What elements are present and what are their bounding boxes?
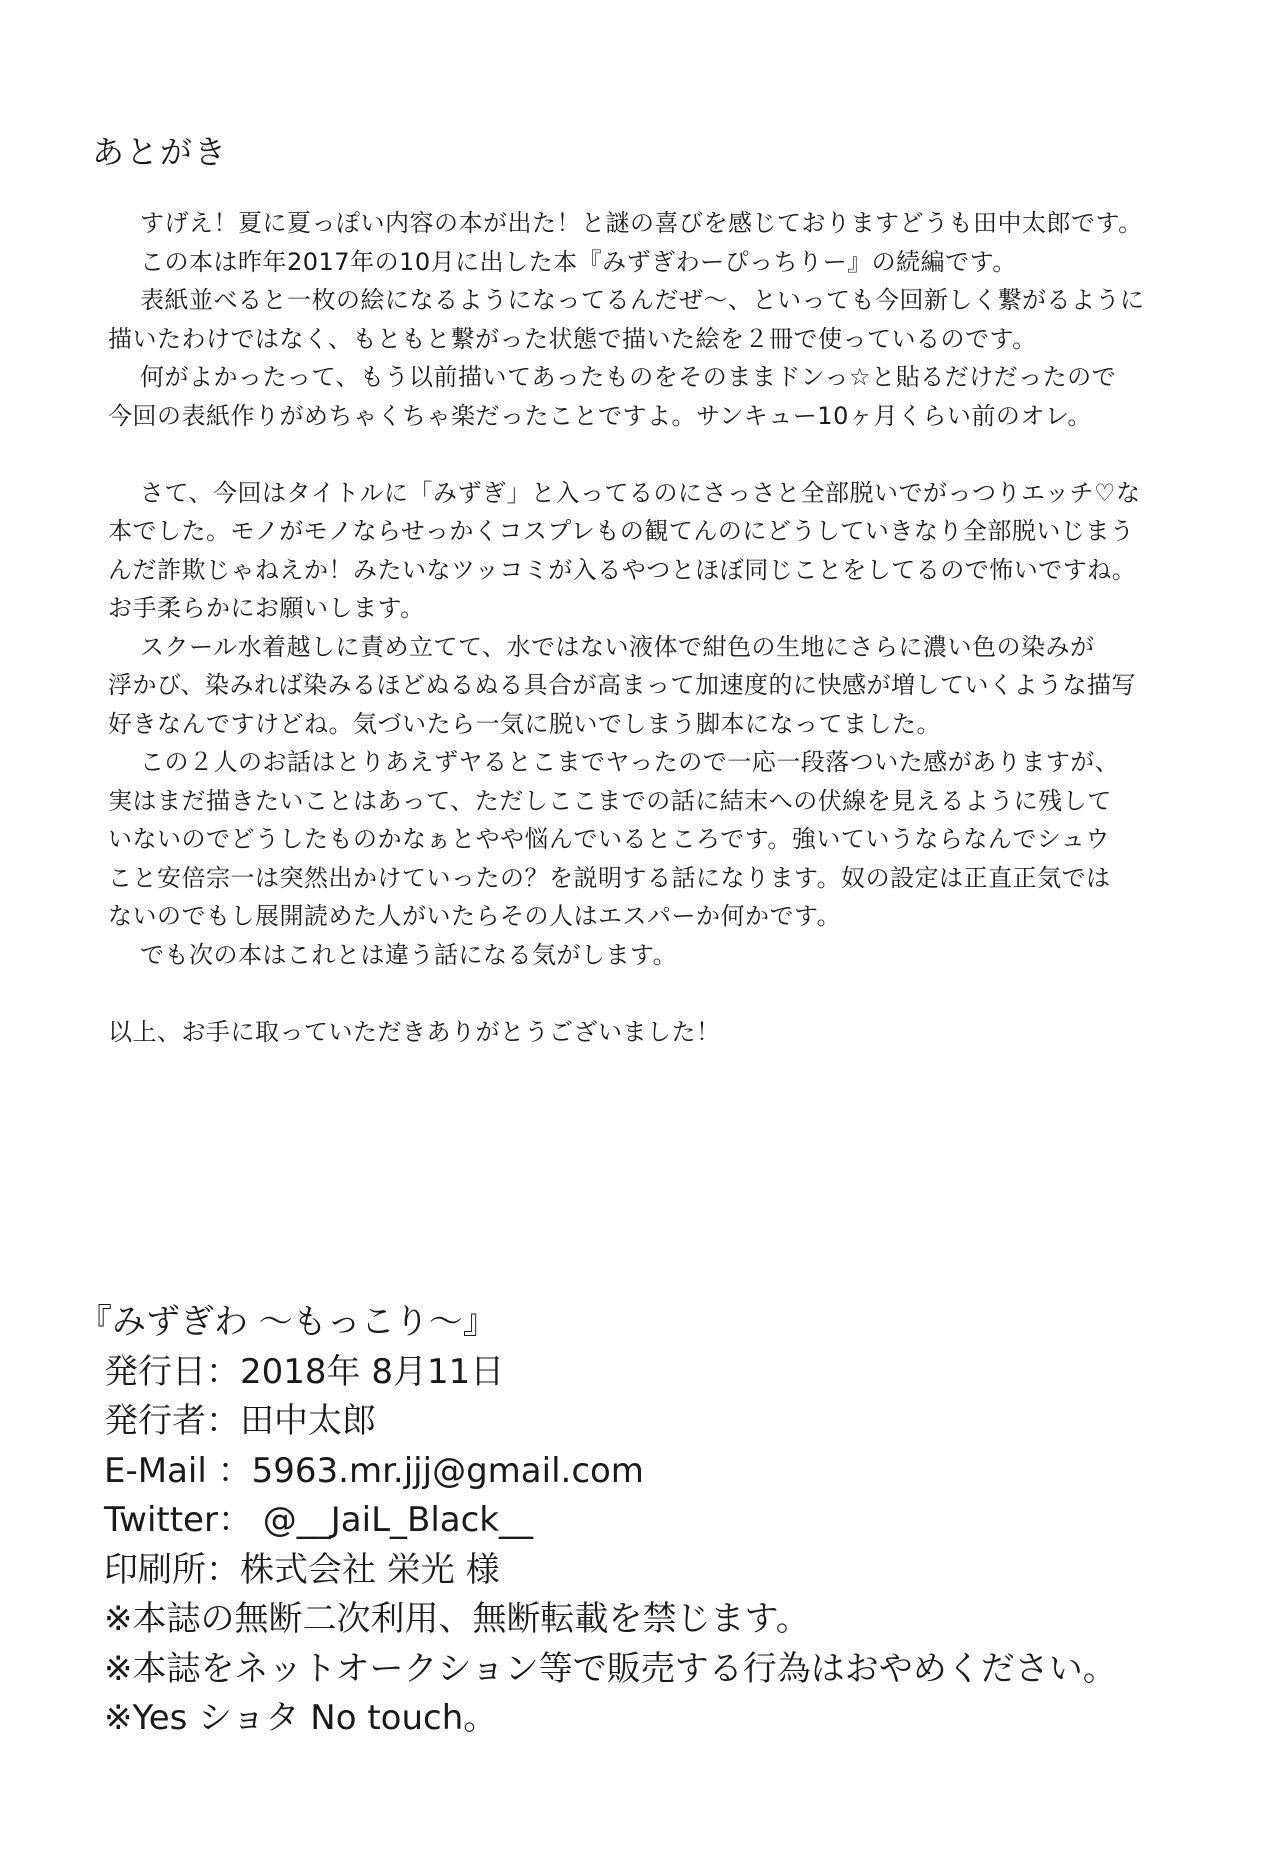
afterword-closing-line: 以上、お手に取っていただきありがとうございました！ [108, 1017, 721, 1046]
afterword-line: 何がよかったって、もう以前描いてあったものをそのままドンっ☆と貼るだけだったので [140, 363, 1117, 391]
paragraph-gap [108, 435, 1198, 474]
afterword-line: スクール水着越しに責め立てて、水ではない液体で紺色の生地にさらに濃い色の染みが [140, 632, 1095, 661]
notice-no-auction: ※本誌をネットオークション等で販売する行為はおやめください。 [104, 1648, 1117, 1689]
afterword-line: この２人のお話はとりあえずヤるとこまでヤったので一応一段落ついた感がありますが、 [140, 748, 1120, 776]
afterword-line: 今回の表紙作りがめちゃくちゃ楽だったことですよ。サンキュー10ヶ月くらい前のオレ。 [108, 401, 1092, 430]
paragraph-gap [108, 974, 1198, 1013]
afterword-heading: あとがき [92, 133, 229, 171]
afterword-body [108, 204, 1198, 1051]
afterword-line: 表紙並べると一枚の絵になるようになってるんだぜ〜、といっても今回新しく繋がるように [140, 286, 1145, 314]
publisher: 発行者：田中太郎 [104, 1401, 376, 1441]
notice-no-reuse: ※本誌の無断二次利用、無断転載を禁じます。 [104, 1599, 810, 1639]
email-address: E-Mail ：5963.mr.jjj@gmail.com [104, 1450, 644, 1491]
afterword-line: 実はまだ描きたいことはあって、ただしここまでの話に結末への伏線を見えるように残して [108, 786, 1112, 815]
afterword-line: こと安倍宗一は突然出かけていったの？を説明する話になります。奴の設定は正直正気では [108, 863, 1111, 892]
book-title: 『みずぎわ 〜もっこり〜』 [78, 1302, 497, 1342]
afterword-line: んだ詐欺じゃねえか！みたいなツッコミが入るやつとほぼ同じことをしてるので怖いですね。 [108, 555, 1137, 584]
colophon [78, 1298, 1228, 1744]
afterword-line: ないのでもし展開読めた人がいたらその人はエスパーか何かです。 [108, 902, 842, 930]
afterword-line: さて、今回はタイトルに「みずぎ」と入ってるのにさっさと全部脱いでがっつりエッチ♡な [140, 478, 1141, 507]
afterword-line: 好きなんですけどね。気づいたら一気に脱いでしまう脚本になってました。 [108, 709, 941, 738]
afterword-line: 浮かび、染みれば染みるほどぬるぬる具合が高まって加速度的に快感が増していくような描写 [108, 671, 1137, 699]
afterword-line: 描いたわけではなく、もともと繋がった状態で描いた絵を２冊で使っているのです。 [108, 324, 1037, 353]
afterword-line: いないのでどうしたものかなぁとやや悩んでいるところです。強いていうならなんでシュウ [108, 825, 1110, 853]
twitter-handle: Twitter： @__JaiL_Black__ [104, 1500, 534, 1540]
afterword-line: お手柔らかにお願いします。 [108, 594, 425, 622]
printer: 印刷所：株式会社 栄光 様 [104, 1549, 500, 1590]
afterword-line: すげえ！夏に夏っぽい内容の本が出た！と謎の喜びを感じておりますどうも田中太郎です。 [140, 209, 1143, 237]
issue-date: 発行日：2018年 8月11日 [104, 1351, 505, 1392]
afterword-line: この本は昨年2017年の10月に出した本『みずぎわーぴっちりー』の続編です。 [140, 247, 1017, 276]
afterword-line: 本でした。モノがモノならせっかくコスプレもの観てんのにどうしていきなり全部脱いじまう [108, 517, 1135, 545]
afterword-line: でも次の本はこれとは違う話になる気がします。 [140, 940, 678, 969]
notice-no-touch: ※Yes ショタ No touch。 [104, 1698, 498, 1738]
